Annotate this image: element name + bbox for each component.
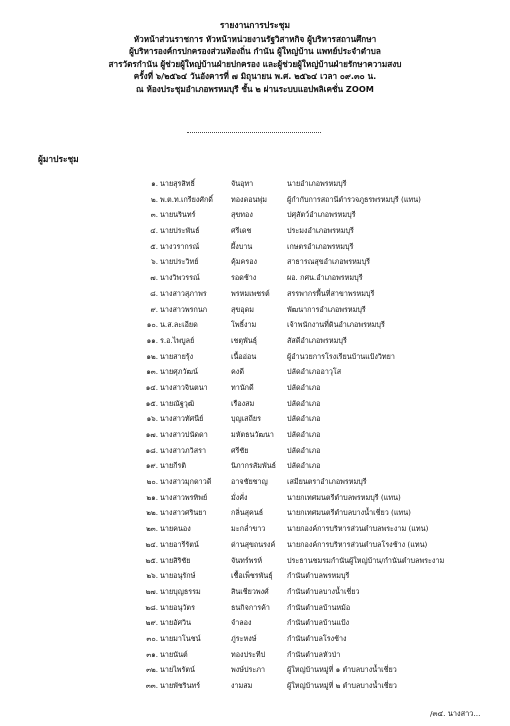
attendee-number: ๑๖. (146, 414, 158, 424)
attendee-row (0, 678, 510, 694)
header-line-attendee-groups-3: สารวัตรกำนัน ผู้ช่วยผู้ใหญ่บ้านฝ่ายปกครอง และผู้ช่วยผู้ใหญ่บ้านฝ่ายรักษาความสงบ (108, 58, 402, 69)
attendee-row (0, 286, 510, 302)
attendee-first-name: นางสาวทัศนีย์ (160, 414, 204, 424)
attendee-last-name: กลิ่นสุคนธ์ (231, 508, 264, 518)
attendee-first-name: นายพัชรินทร์ (160, 681, 201, 690)
attendee-row (0, 239, 510, 255)
attendee-last-name: เนื้ออ่อน (231, 351, 257, 361)
attendee-row (0, 568, 510, 584)
attendee-row (0, 254, 510, 270)
attendee-row (0, 302, 510, 318)
attendee-last-name: นิภากรสัมพันธ์ (231, 461, 277, 471)
attendee-number: ๕. (150, 241, 158, 251)
attendee-row (0, 443, 510, 459)
attendee-number: ๒. (150, 194, 158, 204)
attendee-last-name: ทานักดี (231, 382, 254, 392)
attendee-row (0, 647, 510, 663)
attendee-number: ๒๙. (145, 618, 158, 628)
attendee-row (0, 192, 510, 208)
attendee-last-name: สุขทอง (231, 210, 253, 220)
attendee-row (0, 333, 510, 349)
attendee-first-name: นางสาวปนัดดา (160, 430, 208, 439)
attendee-last-name: พรหมเพชรต์ (231, 288, 270, 298)
attendee-number: ๔. (150, 226, 158, 236)
attendee-number: ๑๗. (145, 430, 158, 439)
attendee-last-name: ศรีเดช (231, 226, 252, 236)
attendee-position: ประธานชมรมกำนันผู้ใหญ่บ้าน/กำนันตำบลพระงาม (287, 555, 445, 565)
attendee-number: ๑๑. (146, 335, 158, 345)
attendee-position: สาธารณสุขอำเภอพรหมบุรี (287, 257, 371, 267)
attendee-number: ๑๔. (145, 382, 158, 392)
attendees-section-title: ผู้มาประชุม (38, 154, 79, 164)
attendee-first-name: ร.อ.ไพบูลย์ (160, 335, 195, 345)
attendee-first-name: นายอนุรักษ์ (160, 571, 196, 581)
attendee-row (0, 364, 510, 380)
attendee-first-name: นางสาวภวิสรา (160, 445, 206, 455)
attendees-list (0, 176, 510, 694)
attendee-row (0, 270, 510, 286)
attendee-row (0, 490, 510, 506)
header-line-attendee-groups-2: ผู้บริหารองค์กรปกครองส่วนท้องถิ่น กำนัน ผู้ใหญ่บ้าน แพทย์ประจำตำบล (129, 46, 381, 56)
attendee-number: ๑๕. (145, 398, 158, 408)
attendee-last-name: พงษ์ประภา (231, 665, 266, 675)
attendee-number: ๓. (150, 210, 158, 220)
attendee-first-name: พ.ต.ท.เกรียงศักดิ์ (160, 194, 213, 204)
attendee-number: ๒๗. (145, 586, 158, 596)
attendee-last-name: จำลอง (231, 618, 252, 628)
attendee-position: ปลัดอำเภอ (287, 414, 321, 424)
attendee-number: ๘. (150, 288, 158, 298)
attendee-last-name: มะกล่ำขาว (231, 524, 266, 534)
attendee-position: ผู้อำนวยการโรงเรียนบ้านแป้งวิทยา (287, 351, 395, 361)
header-divider (187, 132, 321, 133)
attendee-position: กำนันตำบลโรงช้าง (287, 633, 347, 643)
attendee-position: ผู้ใหญ่บ้านหมู่ที่ ๑ ตำบลบางน้ำเชี่ยว (287, 665, 397, 675)
attendee-row (0, 584, 510, 600)
attendee-number: ๒๓. (146, 524, 158, 534)
attendee-first-name: นางวรากรณ์ (160, 241, 200, 251)
attendee-number: ๒๘. (145, 602, 158, 612)
attendee-first-name: นางสาวสุภาพร (160, 288, 207, 298)
attendee-number: ๒๐. (146, 477, 158, 487)
attendee-first-name: นางสาวศรินยา (160, 508, 207, 518)
attendee-position: กำนันตำบลบ้านแป้ง (287, 618, 350, 628)
attendee-row (0, 458, 510, 474)
attendee-row (0, 631, 510, 647)
header-line-meeting-venue: ณ ห้องประชุมอำเภอพรหมบุรี ชั้น ๒ ผ่านระบบแอปพลิเคชั่น ZOOM (136, 83, 374, 94)
attendee-number: ๒๒. (146, 508, 158, 518)
attendee-number: ๓๓. (145, 681, 158, 690)
attendee-position: ปลัดอำเภอ (287, 445, 321, 455)
attendee-first-name: นางสาวจินตนา (160, 382, 208, 392)
attendee-row (0, 537, 510, 553)
attendee-position: นายกเทศมนตรีตำบลบางน้ำเชี่ยว (แทน) (287, 508, 411, 518)
attendee-number: ๒๑. (146, 492, 158, 502)
attendee-row (0, 662, 510, 678)
attendee-position: ปลัดอำเภอ (287, 382, 321, 392)
attendee-row (0, 317, 510, 333)
attendee-number: ๑๒. (146, 351, 158, 361)
attendee-number: ๑๙. (145, 461, 158, 471)
attendee-position: พัฒนาการอำเภอพรหมบุรี (287, 304, 366, 314)
attendee-last-name: เชตุพันธุ์ (231, 335, 258, 345)
attendee-last-name: เชื้อเพ็ชรพันธุ์ (231, 571, 273, 581)
attendee-first-name: นายสิริชัย (160, 555, 191, 565)
attendee-position: ปลัดอำเภออาวุโส (287, 367, 342, 377)
attendee-first-name: นายณัฐวุฒิ (160, 398, 195, 408)
attendee-first-name: นางสาวมุกดาวดี (160, 477, 212, 487)
attendee-number: ๒๕. (145, 555, 158, 565)
attendee-row (0, 521, 510, 537)
report-title: รายงานการประชุม (219, 21, 291, 31)
attendee-last-name: สินเชียวพงศ์ (231, 586, 269, 596)
attendee-last-name: ภู่ระหงษ์ (231, 633, 257, 643)
page-continuation: /๓๔. นางสาว... (430, 709, 481, 718)
attendee-position: ประมงอำเภอพรหมบุรี (287, 226, 354, 236)
attendee-first-name: นายศุภวัฒน์ (160, 367, 198, 377)
attendee-first-name: นายสายรุ้ง (160, 351, 194, 361)
attendee-number: ๗. (150, 273, 158, 283)
attendee-row (0, 553, 510, 569)
attendee-row (0, 207, 510, 223)
attendee-position: ปลัดอำเภอ (287, 398, 321, 408)
attendee-row (0, 380, 510, 396)
attendee-number: ๑. (151, 179, 158, 188)
attendee-row (0, 396, 510, 412)
attendee-number: ๑๓. (146, 367, 158, 377)
attendee-last-name: มหัตธนวัฒนา (231, 430, 274, 439)
attendee-row (0, 615, 510, 631)
attendee-last-name: ผึ้งบาน (231, 241, 253, 251)
attendee-last-name: จันทร์พรห์ (231, 555, 263, 565)
attendee-position: เกษตรอำเภอพรหมบุรี (287, 241, 354, 251)
attendee-first-name: นายกีรติ (160, 461, 187, 471)
header-line-attendee-groups-1: หัวหน้าส่วนราชการ หัวหน้าหน่วยงานรัฐวิสาหกิจ ผู้บริหารสถานศึกษา (133, 33, 377, 44)
attendee-last-name: มั่งคั่ง (231, 492, 248, 502)
attendee-row (0, 505, 510, 521)
attendee-row (0, 176, 510, 192)
attendee-first-name: นายอัศวิน (160, 618, 191, 628)
document-header (0, 20, 510, 95)
attendee-first-name: นายนันต์ (160, 649, 188, 659)
attendee-position: ปศุสัตว์อำเภอพรหมบุรี (287, 210, 356, 220)
attendee-first-name: นายไพรัตน์ (160, 665, 195, 675)
attendee-number: ๒๖. (146, 571, 158, 581)
attendee-first-name: นายสุรสิทธิ์ (160, 179, 195, 188)
attendee-first-name: นายบุญธรรม (160, 586, 201, 596)
attendee-position: ปลัดอำเภอ (287, 430, 321, 439)
attendee-number: ๑๘. (145, 445, 158, 455)
attendee-position: กำนันตำบลบ้านหม้อ (287, 602, 351, 612)
attendee-last-name: ทองประทีป (231, 649, 266, 659)
attendee-number: ๑๐. (146, 320, 158, 330)
attendee-row (0, 427, 510, 443)
attendee-number: ๓๑. (146, 649, 158, 659)
attendee-position: สรรพากรพื้นที่สาขาพรหมบุรี (287, 288, 375, 298)
attendee-position: สัสดีอำเภอพรหมบุรี (287, 335, 347, 345)
attendee-position: เสมียนตราอำเภอพรหมบุรี (287, 477, 367, 487)
attendee-first-name: นางวิพวรรณ์ (160, 273, 200, 283)
attendee-last-name: คงดี (231, 367, 244, 377)
attendee-last-name: สุขอุดม (231, 304, 255, 314)
attendee-last-name: จันอุทา (231, 179, 254, 188)
attendee-last-name: รอดช้าง (231, 273, 257, 283)
attendee-first-name: นายประวิทย์ (160, 257, 199, 267)
attendee-row (0, 474, 510, 490)
attendee-position: กำนันตำบลหัวป่า (287, 649, 341, 659)
attendee-last-name: ศรีชัย (231, 445, 249, 455)
attendee-position: ผู้ใหญ่บ้านหมู่ที่ ๒ ตำบลบางน้ำเชี่ยว (287, 681, 397, 690)
attendee-last-name: งามสม (231, 681, 253, 690)
attendee-first-name: นายประพันธ์ (160, 226, 200, 236)
attendee-row (0, 223, 510, 239)
header-line-meeting-date: ครั้งที่ ๖/๒๕๖๔ วันอังคารที่ ๗ มิถุนายน พ.ศ. ๒๕๖๔ เวลา ๐๙.๓๐ น. (133, 71, 377, 81)
attendee-last-name: บุญเสถียร (231, 414, 261, 424)
attendee-position: นายกองค์การบริหารส่วนตำบลพระงาม (แทน) (287, 524, 429, 534)
attendee-position: นายอำเภอพรหมบุรี (287, 179, 347, 188)
attendee-position: นายกองค์การบริหารส่วนตำบลโรงช้าง (แทน) (287, 539, 428, 549)
attendee-last-name: ทองดอนพุ่ม (231, 194, 267, 204)
attendee-last-name: ด่านสุขถนรงค์ (231, 539, 276, 549)
attendee-position: กำนันตำบลบางน้ำเชี่ยว (287, 586, 360, 596)
attendee-first-name: นายอารีรัตน์ (160, 539, 199, 549)
attendee-first-name: นางสาวพรกนก (160, 304, 208, 314)
attendee-number: ๖. (151, 257, 158, 267)
attendee-last-name: คุ้มครอง (231, 257, 258, 267)
attendee-position: ผอ. กศน.อำเภอพรหมบุรี (287, 273, 363, 283)
attendee-first-name: น.ส.ละเอียด (160, 320, 198, 330)
attendee-last-name: ธนกิจการค้า (231, 602, 270, 612)
attendee-number: ๙. (150, 304, 158, 314)
attendee-position: นายกเทศมนตรีตำบลพรหมบุรี (แทน) (287, 492, 401, 502)
attendee-first-name: นายอนุวัตร (160, 602, 195, 612)
attendee-last-name: เรืองสม (231, 398, 255, 408)
attendee-first-name: นายมาโนชน์ (160, 633, 201, 643)
attendee-first-name: นายคนอง (160, 524, 191, 534)
attendee-row (0, 349, 510, 365)
attendee-position: เจ้าพนักงานที่ดินอำเภอพรหมบุรี (287, 320, 385, 330)
attendee-number: ๓๒. (146, 665, 158, 675)
attendee-position: กำนันตำบลพรหมบุรี (287, 571, 350, 581)
attendee-first-name: นางสาวพรทิพย์ (160, 492, 208, 502)
attendee-number: ๓๐. (146, 633, 158, 643)
attendee-last-name: อาจชัยชาญ (231, 477, 268, 487)
attendee-first-name: นายนรินทร์ (160, 210, 196, 220)
attendee-last-name: โพธิ์งาม (231, 320, 257, 330)
attendee-number: ๒๔. (145, 539, 158, 549)
attendee-row (0, 600, 510, 616)
attendee-position: ผู้กำกับการสถานีตำรวจภูธรพรหมบุรี (แทน) (287, 194, 421, 204)
attendee-row (0, 411, 510, 427)
attendee-position: ปลัดอำเภอ (287, 461, 321, 471)
